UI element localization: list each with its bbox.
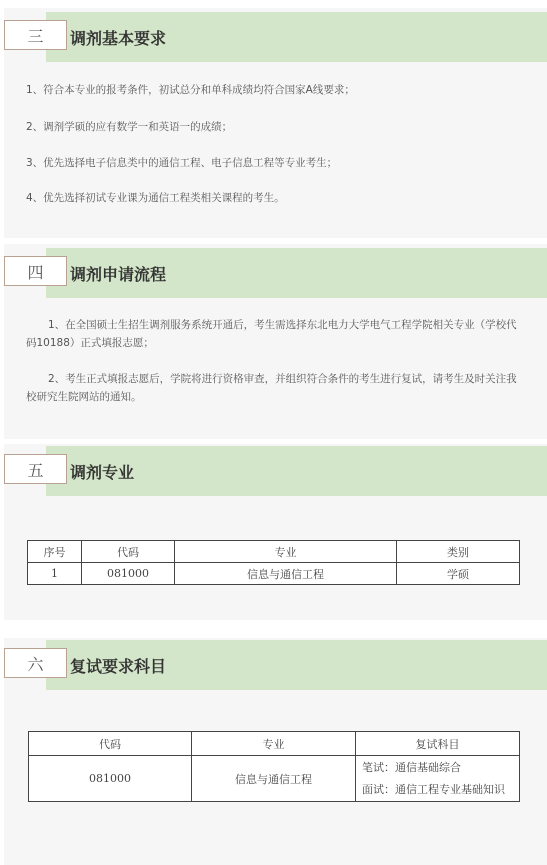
section-header <box>4 246 547 304</box>
table-cell: 信息与通信工程 <box>175 563 397 585</box>
table-header-row <box>29 732 520 756</box>
table-cell: 学硕 <box>397 563 520 585</box>
section-title: 调剂专业 <box>70 462 135 482</box>
section-number: 三 <box>4 20 67 50</box>
table-cell: 信息与通信工程 <box>192 756 356 802</box>
table-cell-subjects <box>356 756 520 802</box>
requirement-item: 2、调剂学硕的应有数学一和英语一的成绩； <box>26 121 233 133</box>
section-basic-requirements <box>4 8 547 238</box>
table-cell: 1 <box>28 563 82 585</box>
col-header: 序号 <box>28 541 82 563</box>
col-header: 类别 <box>397 541 520 563</box>
table-cell: 081000 <box>29 756 192 802</box>
requirement-item: 3、优先选择电子信息类中的通信工程、电子信息工程等专业考生； <box>26 157 338 169</box>
process-step: 2、考生正式填报志愿后，学院将进行资格审查，并组织符合条件的考生进行复试，请考生及时关注我校研究生院网站的通知。 <box>26 373 517 403</box>
section-header <box>4 10 547 68</box>
requirement-item: 4、优先选择初试专业课为通信工程类相关课程的考生。 <box>26 192 285 204</box>
interview: 面试：通信工程专业基础知识 <box>362 782 505 796</box>
section-header <box>4 638 547 696</box>
section-number: 六 <box>4 648 67 678</box>
section-title: 复试要求科目 <box>70 656 167 676</box>
section-retest-subjects <box>4 638 547 865</box>
table-cell: 081000 <box>82 563 175 585</box>
process-step: 1、在全国硕士生招生调剂服务系统开通后，考生需选择东北电力大学电气工程学院相关专业（学校代码10188）正式填报志愿； <box>26 319 517 349</box>
table-row <box>28 563 520 585</box>
retest-table <box>28 731 520 802</box>
section-adjustment-major <box>4 444 547 620</box>
written-exam: 笔试：通信基础综合 <box>362 760 461 774</box>
table-row <box>29 756 520 802</box>
col-header: 专业 <box>175 541 397 563</box>
table-header-row <box>28 541 520 563</box>
section-number: 四 <box>4 256 67 286</box>
major-table <box>27 540 520 585</box>
section-title: 调剂基本要求 <box>70 28 167 48</box>
section-title: 调剂申请流程 <box>70 264 167 284</box>
col-header: 代码 <box>29 732 192 756</box>
section-application-process <box>4 244 547 439</box>
col-header: 复试科目 <box>356 732 520 756</box>
requirement-item: 1、符合本专业的报考条件，初试总分和单科成绩均符合国家A线要求； <box>26 84 355 96</box>
col-header: 专业 <box>192 732 356 756</box>
section-header <box>4 444 547 502</box>
col-header: 代码 <box>82 541 175 563</box>
section-number: 五 <box>4 454 67 484</box>
